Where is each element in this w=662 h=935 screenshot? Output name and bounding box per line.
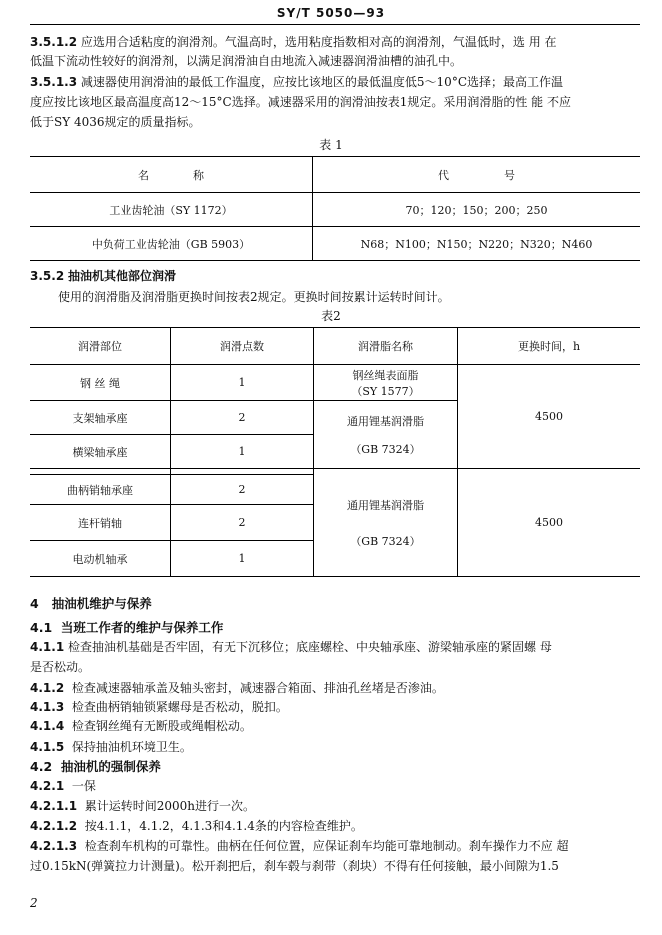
- table-cell: 2: [171, 401, 314, 435]
- sec-4-1-heading: [30, 618, 223, 636]
- grease-standard: （GB 7324）: [350, 442, 421, 456]
- header-rule: [30, 24, 640, 25]
- standard-code-header: SY/T 5050—93: [276, 6, 386, 20]
- paragraph-line: 度应按比该地区最高温度高12～15°C选择。减速器采用的润滑油按表1规定。采用润滑脂的性 能 不应: [30, 95, 571, 109]
- table-row: [30, 365, 640, 401]
- table-cell: 曲柄销轴承座: [30, 475, 171, 505]
- grease-name: 通用锂基润滑脂: [347, 498, 424, 512]
- section-number: 4.2: [30, 759, 53, 774]
- table-row: [30, 227, 640, 261]
- paragraph-line: 减速器使用润滑油的最低工作温度，应按比该地区的最低温度低5～10°C选择；最高工作温: [80, 75, 563, 89]
- table-header-cell: 代 号: [313, 157, 641, 193]
- section-number: 4.1.4: [30, 719, 65, 733]
- section-number: 4.1.3: [30, 700, 65, 714]
- paragraph-line: 检查钢丝绳有无断股或绳帽松动。: [71, 719, 252, 733]
- paragraph-line: 检查抽油机基础是否牢固，有无下沉移位；底座螺栓、中央轴承座、游梁轴承座的紧固螺 母: [68, 640, 552, 654]
- paragraph-line: 应选用合适粘度的润滑剂。气温高时，选用粘度指数相对高的润滑剂，气温低时，选 用 在: [80, 35, 557, 49]
- paragraph-line: 使用的润滑脂及润滑脂更换时间按表2规定。更换时间按累计运转时间计。: [58, 290, 450, 304]
- section-number: 4: [30, 596, 39, 611]
- table-row: [30, 193, 640, 227]
- grease-name: 通用锂基润滑脂: [347, 414, 424, 428]
- table-cell: 连杆销轴: [30, 505, 171, 541]
- sec-4-1-3: [30, 698, 288, 715]
- section-number: 4.1: [30, 620, 53, 635]
- grease-name: 钢丝绳表面脂: [352, 368, 419, 382]
- grease-standard: （SY 1577）: [351, 384, 420, 398]
- sec-4-2-1-2: [30, 817, 363, 834]
- paragraph-line: 一保: [71, 779, 96, 793]
- table-cell: 2: [171, 475, 314, 505]
- table2: [30, 327, 640, 577]
- paragraph-line: 低于SY 4036规定的质量指标。: [30, 115, 201, 129]
- table-cell: 4500: [458, 365, 641, 469]
- section-number: 4.2.1: [30, 779, 65, 793]
- table-cell: 1: [171, 435, 314, 469]
- paragraph-line: 保持抽油机环境卫生。: [71, 740, 192, 754]
- section-number: 4.2.1.3: [30, 839, 78, 853]
- table-cell: 4500: [458, 469, 641, 577]
- section-title: 抽油机维护与保养: [51, 596, 152, 611]
- section-title: 当班工作者的维护与保养工作: [60, 620, 224, 635]
- table-cell: 横梁轴承座: [30, 435, 171, 469]
- sec-3-5-2: [30, 267, 176, 284]
- section-number: 4.1.1: [30, 640, 65, 654]
- paragraph-line: 是否松动。: [30, 660, 91, 674]
- section-number: 3.5.1.3: [30, 75, 78, 89]
- table-header-cell: 润滑点数: [171, 328, 314, 365]
- paragraph-line: 累计运转时间2000h进行一次。: [84, 799, 255, 813]
- table-cell: [314, 401, 458, 469]
- grease-standard: （GB 7324）: [350, 534, 421, 548]
- table2-caption: 表2: [321, 309, 341, 323]
- sec-4-1-2: [30, 679, 444, 696]
- table-cell: 1: [171, 541, 314, 577]
- table-cell: 70；120；150；200；250: [313, 193, 641, 227]
- sec-4-1-1: [30, 638, 552, 655]
- section-number: 4.2.1.1: [30, 799, 78, 813]
- section-number: 4.1.5: [30, 740, 65, 754]
- table-cell: [314, 469, 458, 577]
- table-header-cell: 润滑部位: [30, 328, 171, 365]
- page-number: 2: [30, 896, 38, 910]
- table1: [30, 156, 640, 261]
- paragraph-line: 按4.1.1，4.1.2，4.1.3和4.1.4条的内容检查维护。: [84, 819, 363, 833]
- section-number: 3.5.2: [30, 269, 65, 283]
- table-cell: 支架轴承座: [30, 401, 171, 435]
- section-number: 4.1.2: [30, 681, 65, 695]
- table-cell: 中负荷工业齿轮油（GB 5903）: [30, 227, 313, 261]
- sec-4-2-heading: [30, 757, 161, 775]
- table-cell: 1: [171, 365, 314, 401]
- sec-4-heading: [30, 594, 152, 612]
- section-number: 4.2.1.2: [30, 819, 78, 833]
- sec-4-1-5: [30, 738, 192, 755]
- table-cell: 钢 丝 绳: [30, 365, 171, 401]
- sec-4-2-1: [30, 777, 96, 794]
- table-header-row: [30, 328, 640, 365]
- section-title: 抽油机其他部位润滑: [68, 269, 177, 283]
- sec-4-1-4: [30, 717, 252, 734]
- paragraph-line: 低温下流动性较好的润滑剂，以满足润滑油自由地流入减速器润滑油槽的油孔中。: [30, 54, 463, 68]
- table1-caption: 表 1: [319, 138, 343, 152]
- sec-4-2-1-1: [30, 797, 255, 814]
- paragraph-line: 检查曲柄销轴锁紧螺母是否松动，脱扣。: [71, 700, 288, 714]
- table-header-cell: 更换时间，h: [458, 328, 641, 365]
- paragraph-line: 检查刹车机构的可靠性。曲柄在任何位置，应保证刹车均能可靠地制动。刹车操作力不应 超: [84, 839, 569, 853]
- section-title: 抽油机的强制保养: [60, 759, 161, 774]
- paragraph-line: 过0.15kN(弹簧拉力计测量)。松开刹把后，刹车毂与刹带（刹块）不得有任何接触，最小间隙为1.5: [30, 859, 559, 873]
- table-cell: 工业齿轮油（SY 1172）: [30, 193, 313, 227]
- paragraph-line: 检查减速器轴承盖及轴头密封，减速器合箱面、排油孔丝堵是否渗油。: [71, 681, 444, 695]
- table-header-cell: 名 称: [30, 157, 313, 193]
- table-header-cell: 润滑脂名称: [314, 328, 458, 365]
- section-number: 3.5.1.2: [30, 35, 78, 49]
- table-cell: N68；N100；N150；N220；N320；N460: [313, 227, 641, 261]
- sec-4-2-1-3: [30, 837, 569, 854]
- table-header-row: [30, 157, 640, 193]
- table-cell: 电动机轴承: [30, 541, 171, 577]
- sec-3-5-1-3: [30, 73, 563, 90]
- sec-3-5-1-2: [30, 33, 557, 50]
- table-cell: 2: [171, 505, 314, 541]
- table-cell: [314, 365, 458, 401]
